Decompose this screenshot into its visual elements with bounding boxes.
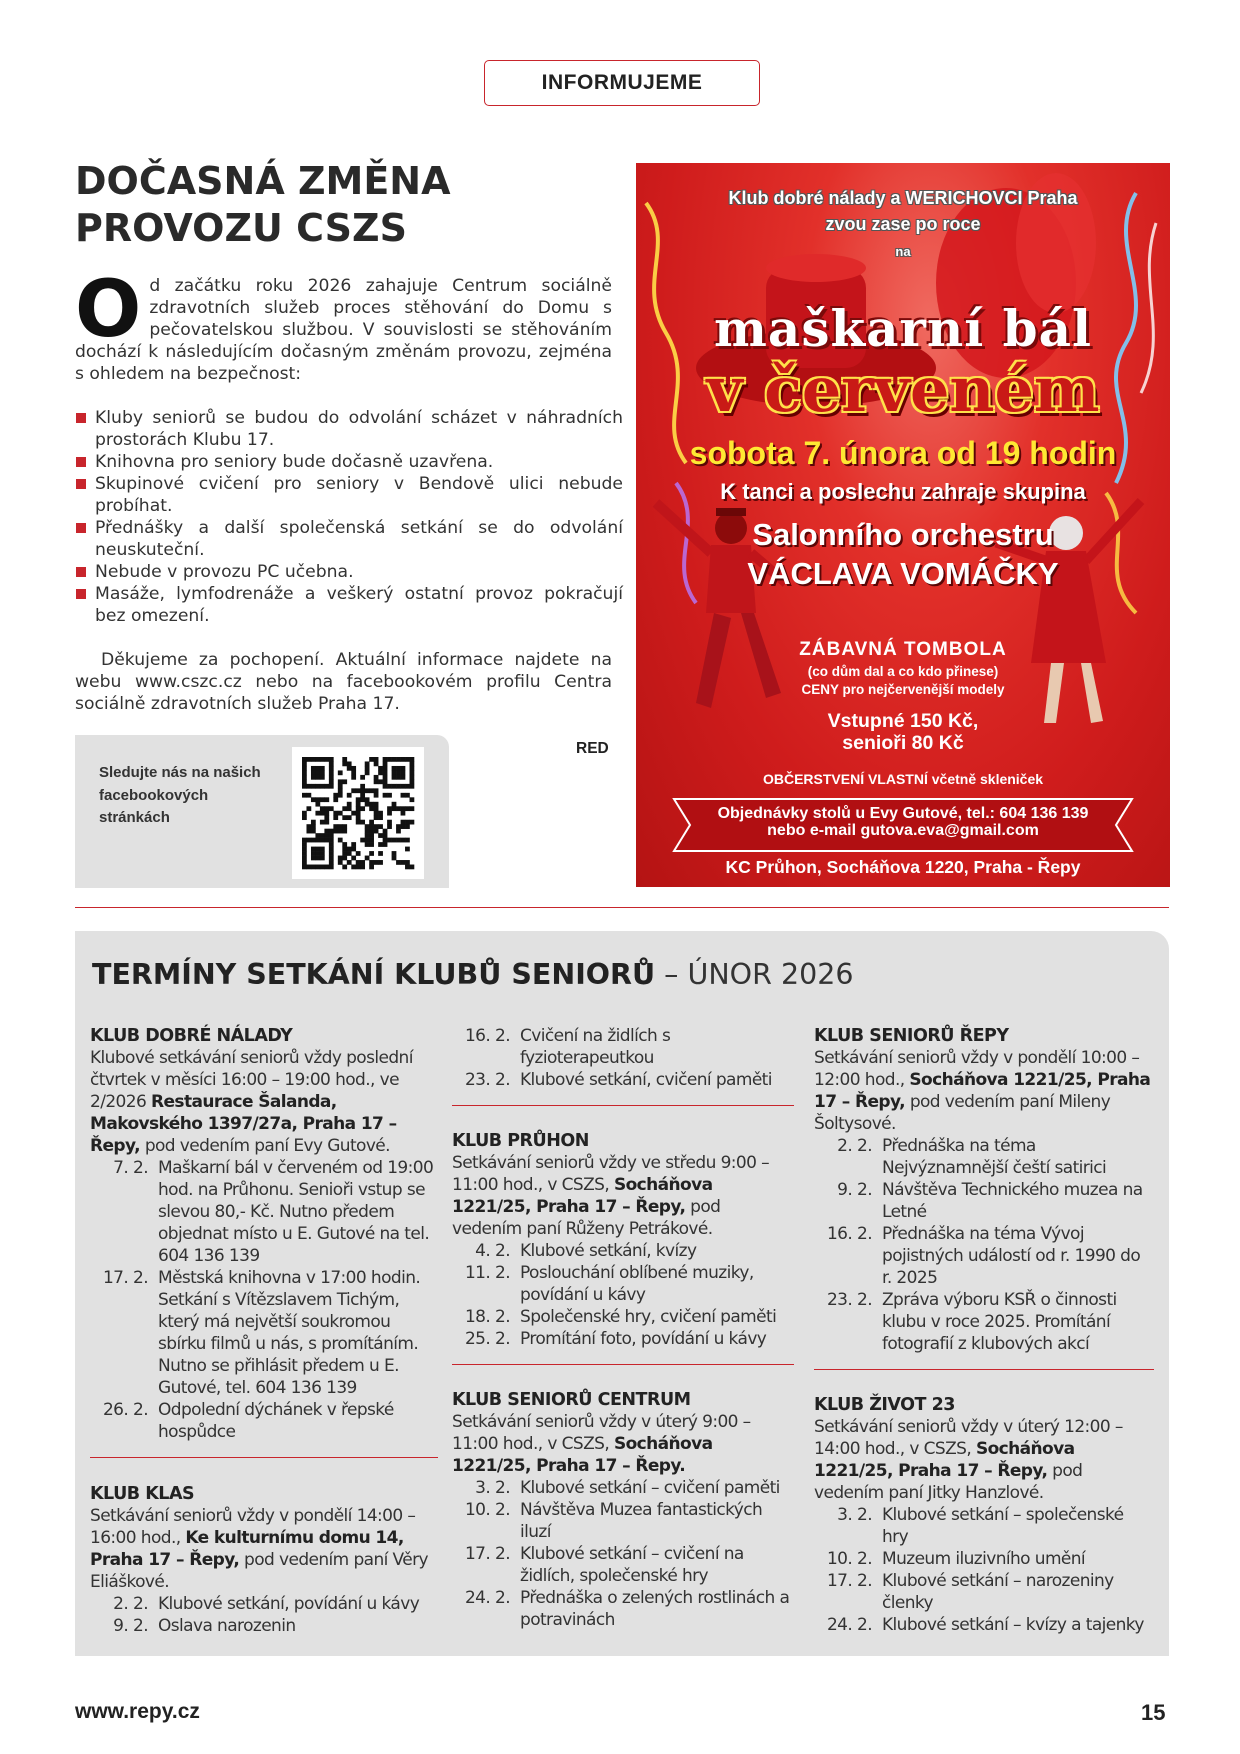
event-text: Oslava narozenin bbox=[158, 1616, 296, 1636]
poster-invite-line-1: Klub dobré nálady a WERICHOVCI Praha bbox=[728, 188, 1078, 208]
event-row bbox=[90, 1593, 438, 1615]
event-date: 3. 2. bbox=[475, 1478, 510, 1498]
poster-order-line-2: nebo e-mail gutova.eva@gmail.com bbox=[767, 822, 1039, 839]
event-date: 9. 2. bbox=[113, 1616, 148, 1636]
poster-price bbox=[636, 710, 1170, 754]
club-address: Ke kulturnímu domu 14, Praha 17 – Řepy, bbox=[90, 1528, 404, 1570]
poster-date: sobota 7. února od 19 hodin bbox=[689, 435, 1117, 471]
event-date: 17. 2. bbox=[826, 1571, 872, 1591]
club-desc-leader: pod vedením paní Evy Gutové. bbox=[140, 1136, 390, 1156]
club-description bbox=[90, 1505, 438, 1593]
poster-invite-na: na bbox=[895, 244, 911, 259]
event-text: Poslouchání oblíbené muziky, povídání u kávy bbox=[520, 1263, 754, 1305]
club-desc-leader: pod vedením paní Jitky Hanzlové. bbox=[814, 1461, 1083, 1503]
qr-code-icon bbox=[292, 747, 424, 879]
drop-cap: O bbox=[75, 265, 142, 355]
event-row bbox=[814, 1504, 1154, 1548]
footer-url[interactable]: www.repy.cz bbox=[75, 1700, 200, 1723]
club-desc-text: Setkávání seniorů vždy v úterý 9:00 – 11:00 hod., v CSZS, bbox=[452, 1412, 751, 1454]
poster-invite-line-2: zvou zase po roce bbox=[825, 214, 981, 234]
event-text: Přednáška o zelených rostlinách a potravinách bbox=[520, 1588, 790, 1630]
event-date: 23. 2. bbox=[826, 1290, 872, 1310]
change-list-item: Knihovna pro seniory bude dočasně uzavřena. bbox=[75, 451, 623, 473]
article-intro-text: d začátku roku 2026 zahajuje Centrum sociálně zdravotních služeb proces stěhování do Domu s pečovatelskou službou. V souvislosti se stěhováním dochází k následujícím dočasným změnám provozu, zejména s ohledem na bezpečnost: bbox=[75, 276, 612, 384]
poster-price-line-2: senioři 80 Kč bbox=[842, 732, 964, 754]
change-list-item: Skupinové cvičení pro seniory v Bendově ulici nebude probíhat. bbox=[75, 473, 623, 517]
event-date: 24. 2. bbox=[464, 1588, 510, 1608]
change-list-item: Kluby seniorů se budou do odvolání scházet v náhradních prostorách Klubu 17. bbox=[75, 407, 623, 451]
poster-price-line-1: Vstupné 150 Kč, bbox=[827, 710, 979, 732]
section-divider bbox=[75, 907, 1169, 908]
schedule-title-bold: TERMÍNY SETKÁNÍ KLUBŮ SENIORŮ bbox=[92, 958, 656, 991]
article-title-line-1: DOČASNÁ ZMĚNA bbox=[75, 159, 451, 203]
event-row bbox=[814, 1289, 1154, 1355]
event-row bbox=[452, 1025, 794, 1069]
event-row bbox=[814, 1548, 1154, 1570]
change-list-item: Masáže, lymfodrenáže a veškerý ostatní provoz pokračují bez omezení. bbox=[75, 583, 623, 627]
article-title bbox=[75, 158, 615, 252]
event-row bbox=[814, 1179, 1154, 1223]
event-text: Klubové setkání, povídání u kávy bbox=[158, 1594, 420, 1614]
event-text: Klubové setkání – narozeniny členky bbox=[882, 1571, 1114, 1613]
follow-text: Sledujte nás na našich facebookových stránkách bbox=[99, 764, 261, 826]
poster-tombola-notes bbox=[636, 663, 1170, 699]
poster-venue: KC Průhon, Socháňova 1220, Praha - Řepy bbox=[725, 857, 1081, 877]
club-desc-text: Setkávání seniorů vždy v pondělí 14:00 – 16:00 hod., bbox=[90, 1506, 416, 1548]
schedule-column-3 bbox=[814, 1025, 1154, 1636]
club-address: Socháňova 1221/25, Praha 17 – Řepy, bbox=[814, 1439, 1075, 1481]
schedule-column-1 bbox=[90, 1025, 438, 1637]
event-row bbox=[452, 1587, 794, 1631]
club-description bbox=[452, 1152, 794, 1240]
event-date: 3. 2. bbox=[837, 1505, 872, 1525]
poster-orchestra bbox=[636, 515, 1170, 593]
poster-order-info bbox=[636, 805, 1170, 839]
event-row bbox=[90, 1267, 438, 1399]
section-tag: INFORMUJEME bbox=[484, 60, 760, 106]
article-intro bbox=[75, 265, 612, 385]
club-address: Socháňova 1221/25, Praha 17 – Řepy, bbox=[452, 1175, 713, 1217]
event-date: 16. 2. bbox=[464, 1026, 510, 1046]
club-separator bbox=[814, 1369, 1154, 1370]
event-text: Klubové setkání – společenské hry bbox=[882, 1505, 1124, 1547]
club-name: KLUB SENIORŮ CENTRUM bbox=[452, 1390, 691, 1410]
club-separator bbox=[90, 1457, 438, 1458]
club-name: KLUB SENIORŮ ŘEPY bbox=[814, 1026, 1009, 1046]
poster-tombola-note-2: CENY pro nejčervenější modely bbox=[801, 682, 1005, 697]
article-signature: RED bbox=[576, 740, 609, 757]
event-text: Klubové setkání – cvičení na židlích, společenské hry bbox=[520, 1544, 744, 1586]
event-text: Maškarní bál v červeném od 19:00 hod. na Průhonu. Senioři vstup se slevou 80,- Kč. Nutno předem objednat místo u E. Gutové na tel. 604 136 139 bbox=[158, 1158, 434, 1266]
club-desc-leader: pod vedením paní Mileny Šoltysové. bbox=[814, 1092, 1111, 1134]
poster-tombola: ZÁBAVNÁ TOMBOLA bbox=[799, 639, 1007, 660]
club-name: KLUB DOBRÉ NÁLADY bbox=[90, 1026, 293, 1046]
event-date: 2. 2. bbox=[837, 1136, 872, 1156]
poster-orchestra-line-2: VÁCLAVA VOMÁČKY bbox=[747, 556, 1059, 591]
poster-order-line-1: Objednávky stolů u Evy Gutové, tel.: 604 136 139 bbox=[717, 805, 1089, 822]
poster-title-line-2: v červeném bbox=[706, 353, 1100, 426]
article-title-line-2: PROVOZU CSZS bbox=[75, 206, 407, 250]
event-text: Odpolední dýchánek v řepské hospůdce bbox=[158, 1400, 394, 1442]
club-separator bbox=[452, 1105, 794, 1106]
schedule-column-2 bbox=[452, 1025, 794, 1631]
club-desc-text: Klubové setkávání seniorů vždy poslední čtvrtek v měsíci 16:00 – 19:00 hod., ve 2/2026 bbox=[90, 1048, 413, 1112]
event-row bbox=[90, 1399, 438, 1443]
event-date: 23. 2. bbox=[464, 1070, 510, 1090]
event-row bbox=[452, 1328, 794, 1350]
schedule-title-month: – ÚNOR 2026 bbox=[655, 958, 854, 991]
club-address: Socháňova 1221/25, Praha 17 – Řepy, bbox=[814, 1070, 1151, 1112]
event-row bbox=[90, 1157, 438, 1267]
club-desc-text: Setkávání seniorů vždy v úterý 12:00 – 14:00 hod., v CSZS, bbox=[814, 1417, 1123, 1459]
poster-invite bbox=[636, 185, 1170, 265]
event-text: Návštěva Technického muzea na Letné bbox=[882, 1180, 1143, 1222]
event-date: 16. 2. bbox=[826, 1224, 872, 1244]
event-text: Přednáška na téma Nejvýznamnější čeští satirici bbox=[882, 1136, 1107, 1178]
event-row bbox=[452, 1477, 794, 1499]
event-row bbox=[814, 1570, 1154, 1614]
club-description bbox=[452, 1411, 794, 1477]
event-row bbox=[452, 1262, 794, 1306]
facebook-qr-code[interactable] bbox=[292, 747, 424, 879]
event-date: 26. 2. bbox=[102, 1400, 148, 1420]
event-text: Muzeum iluzivního umění bbox=[882, 1549, 1086, 1569]
event-row bbox=[90, 1615, 438, 1637]
change-list-item: Nebude v provozu PC učebna. bbox=[75, 561, 623, 583]
schedule-title bbox=[92, 958, 854, 991]
club-address: Restaurace Šalanda, Makovského 1397/27a, Praha 17 – Řepy, bbox=[90, 1092, 397, 1156]
club-desc-leader: pod vedením paní Růženy Petrákové. bbox=[452, 1197, 721, 1239]
event-text: Klubové setkání, cvičení paměti bbox=[520, 1070, 772, 1090]
event-date: 18. 2. bbox=[464, 1307, 510, 1327]
poster-title-line-1: maškarní bál bbox=[714, 299, 1092, 358]
club-description bbox=[814, 1047, 1154, 1135]
event-row bbox=[452, 1499, 794, 1543]
event-text: Promítání foto, povídání u kávy bbox=[520, 1329, 767, 1349]
event-row bbox=[452, 1240, 794, 1262]
event-date: 4. 2. bbox=[475, 1241, 510, 1261]
club-desc-text: Setkávání seniorů vždy ve středu 9:00 – 11:00 hod., v CSZS, bbox=[452, 1153, 770, 1195]
event-text: Klubové setkání – kvízy a tajenky bbox=[882, 1615, 1144, 1635]
event-date: 10. 2. bbox=[826, 1549, 872, 1569]
event-text: Přednáška na téma Vývoj pojistných událostí od r. 1990 do r. 2025 bbox=[882, 1224, 1141, 1288]
poster-refreshments: OBČERSTVENÍ VLASTNÍ včetně skleniček bbox=[762, 771, 1044, 787]
event-text: Městská knihovna v 17:00 hodin. Setkání s Vítězslavem Tichým, který má největší soukromou sbírku filmů u nás, s promítáním. Nutno se přihlásit předem u E. Gutové, tel. 604 136 139 bbox=[158, 1268, 421, 1398]
page-number: 15 bbox=[1141, 1700, 1166, 1725]
event-date: 17. 2. bbox=[102, 1268, 148, 1288]
event-row bbox=[814, 1614, 1154, 1636]
event-row bbox=[452, 1306, 794, 1328]
event-text: Zpráva výboru KSŘ o činnosti klubu v roce 2025. Promítání fotografií z klubových akcí bbox=[882, 1290, 1117, 1354]
event-date: 9. 2. bbox=[837, 1180, 872, 1200]
event-date: 10. 2. bbox=[464, 1500, 510, 1520]
club-description bbox=[90, 1047, 438, 1157]
change-list bbox=[75, 407, 623, 627]
event-text: Klubové setkání, kvízy bbox=[520, 1241, 697, 1261]
poster-tombola-note-1: (co dům dal a co kdo přinese) bbox=[807, 664, 999, 679]
club-name: KLUB KLAS bbox=[90, 1484, 195, 1504]
event-date: 2. 2. bbox=[113, 1594, 148, 1614]
article-body bbox=[75, 265, 623, 715]
event-date: 11. 2. bbox=[464, 1263, 510, 1283]
change-list-item: Přednášky a další společenská setkání se do odvolání neuskuteční. bbox=[75, 517, 623, 561]
club-desc-text: Setkávání seniorů vždy v pondělí 10:00 – 12:00 hod., bbox=[814, 1048, 1140, 1090]
event-row bbox=[814, 1135, 1154, 1179]
poster-music-intro: K tanci a poslechu zahraje skupina bbox=[720, 479, 1086, 504]
event-row bbox=[452, 1543, 794, 1587]
event-row bbox=[814, 1223, 1154, 1289]
event-text: Klubové setkání – cvičení paměti bbox=[520, 1478, 780, 1498]
event-row bbox=[452, 1069, 794, 1091]
club-desc-leader: pod vedením paní Věry Eliáškové. bbox=[90, 1550, 428, 1592]
event-date: 17. 2. bbox=[464, 1544, 510, 1564]
event-text: Cvičení na židlích s fyzioterapeutkou bbox=[520, 1026, 671, 1068]
club-name: KLUB PRŮHON bbox=[452, 1131, 589, 1151]
poster-orchestra-line-1: Salonního orchestru bbox=[752, 517, 1054, 552]
poster-invite-line-3 bbox=[636, 237, 1170, 265]
club-separator bbox=[452, 1364, 794, 1365]
club-description bbox=[814, 1416, 1154, 1504]
article-thanks: Děkujeme za pochopení. Aktuální informace najdete na webu www.cszc.cz nebo na facebookovém profilu Centra sociálně zdravotních služeb Praha 17. bbox=[75, 650, 612, 714]
club-name: KLUB ŽIVOT 23 bbox=[814, 1395, 955, 1415]
event-poster bbox=[636, 163, 1170, 887]
event-date: 7. 2. bbox=[113, 1158, 148, 1178]
event-text: Společenské hry, cvičení paměti bbox=[520, 1307, 777, 1327]
club-address: Socháňova 1221/25, Praha 17 – Řepy. bbox=[452, 1434, 713, 1476]
event-date: 25. 2. bbox=[464, 1329, 510, 1349]
event-text: Návštěva Muzea fantastických iluzí bbox=[520, 1500, 763, 1542]
event-date: 24. 2. bbox=[826, 1615, 872, 1635]
